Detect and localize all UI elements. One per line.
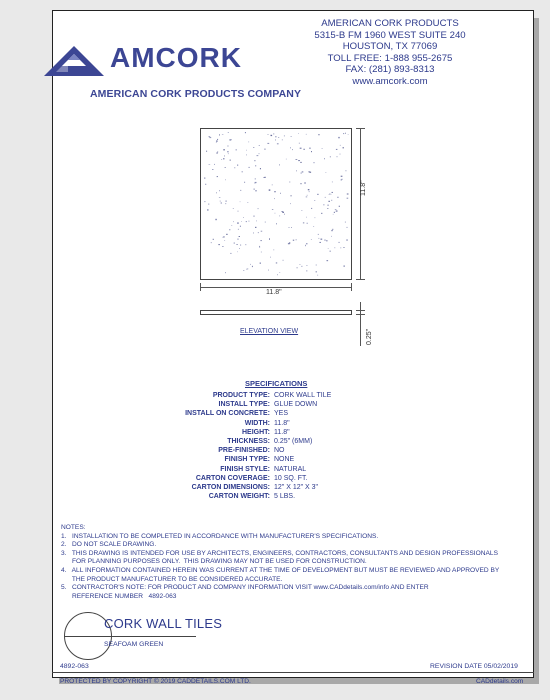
company-toll-free: TOLL FREE: 1-888 955-2675 [327,52,453,64]
note-line: 2. DO NOT SCALE DRAWING. [61,541,157,549]
logo-subtitle: AMERICAN CORK PRODUCTS COMPANY [90,88,302,100]
spec-row [170,391,331,400]
spec-row [170,483,331,492]
note-line: 3. THIS DRAWING IS INTENDED FOR USE BY ARCHITECTS, ENGINEERS, CONTRACTORS, CONSULTANTS AND DESIGN PROFESSIONALS [61,549,498,557]
company-address: 5315-B FM 1960 WEST SUITE 240 [314,29,466,41]
company-city: HOUSTON, TX 77069 [342,41,438,53]
spec-label: FINISH TYPE: [224,456,270,464]
footer-divider [52,672,534,673]
spec-row [170,400,331,409]
spec-value: CORK WALL TILE [274,392,332,399]
spec-label: INSTALL TYPE: [218,401,270,409]
title-block-divider [64,636,196,637]
company-website[interactable]: www.amcork.com [352,75,428,87]
note-line: FOR PLANNING PURPOSES ONLY. THIS DRAWING MAY NOT BE USED FOR CONSTRUCTION. [61,558,367,566]
spec-row [170,465,331,474]
spec-label: HEIGHT: [242,428,270,436]
spec-row [170,474,331,483]
spec-value: NONE [274,456,295,464]
width-dimension-line [200,287,352,288]
logo-wordmark: AMCORK [110,42,242,73]
note-line: THE PRODUCT MANUFACTURER TO BE CONSIDERED ACCURATE. [61,575,283,583]
width-dimension-tick-left [200,283,201,291]
thickness-dimension-label: 0.25" [366,328,373,345]
spec-value: 5 LBS. [274,493,296,501]
company-fax: FAX: (281) 893-8313 [345,64,435,76]
height-dimension-tick-bottom [356,279,365,280]
spec-label: CARTON COVERAGE: [195,474,270,482]
copyright-notice: PROTECTED BY COPYRIGHT © 2019 CADDETAILS.COM LTD. [60,678,251,685]
spec-row [170,409,331,418]
drawing-title: CORK WALL TILES [104,616,223,631]
spec-value: NO [274,447,285,455]
cork-texture [201,129,351,279]
spec-value: 11.8" [274,419,290,427]
notes-heading: NOTES: [61,524,86,531]
spec-value: GLUE DOWN [274,401,318,409]
thickness-tick-top [356,310,365,311]
spec-row [170,428,331,437]
spec-row [170,446,331,455]
spec-row [170,455,331,464]
thickness-dimension-line [360,302,361,346]
revision-date: REVISION DATE 05/02/2019 [430,663,518,670]
reference-number: 4892-063 [60,663,89,670]
height-dimension-label: 11.8" [360,180,367,196]
spec-row [170,492,331,501]
note-line: 5. CONTRACTOR'S NOTE: FOR PRODUCT AND COMPANY INFORMATION VISIT www.CADdetails.com/info AND ENTER [61,584,429,592]
company-name: AMERICAN CORK PRODUCTS [321,18,459,29]
tile-elevation [200,128,352,280]
company-info [300,18,480,88]
width-dimension-tick-right [351,283,352,291]
note-line: 1. INSTALLATION TO BE COMPLETED IN ACCORDANCE WITH MANUFACTURER'S SPECIFICATIONS. [61,532,379,540]
spec-label: INSTALL ON CONCRETE: [185,410,270,418]
notes-block [61,524,501,601]
spec-label: PRE-FINISHED: [218,447,270,455]
height-dimension-tick-top [356,128,365,129]
spec-label: CARTON WEIGHT: [208,493,270,501]
note-line: 4. ALL INFORMATION CONTAINED HEREIN WAS CURRENT AT THE TIME OF DEVELOPMENT BUT MUST BE REVIEWED AND APPROVED BY [61,566,500,574]
specifications-table [170,391,331,501]
spec-label: WIDTH: [244,419,270,427]
spec-label: THICKNESS: [227,438,270,446]
spec-label: CARTON DIMENSIONS: [191,484,270,492]
height-dimension-line [360,128,361,280]
specifications-title: SPECIFICATIONS [245,379,308,388]
spec-value: 10 SQ. FT. [274,474,308,482]
note-line: REFERENCE NUMBER 4892-063 [61,592,177,600]
spec-value: 12" X 12" X 3" [274,484,319,492]
spec-value: 0.25" (6MM) [274,438,313,446]
drawing-subtitle: SEAFOAM GREEN [104,641,164,648]
tile-profile [200,310,352,315]
elevation-view-label: ELEVATION VIEW [240,328,299,335]
spec-value: 11.8" [274,428,290,436]
spec-value: NATURAL [274,465,307,473]
spec-value: YES [274,410,289,418]
width-dimension-label: 11.8" [266,289,282,296]
spec-row [170,419,331,428]
spec-row [170,437,331,446]
spec-label: FINISH STYLE: [220,465,270,473]
caddetails-link[interactable]: CADdetails.com [476,678,524,685]
spec-label: PRODUCT TYPE: [212,392,270,399]
thickness-tick-bottom [356,314,365,315]
